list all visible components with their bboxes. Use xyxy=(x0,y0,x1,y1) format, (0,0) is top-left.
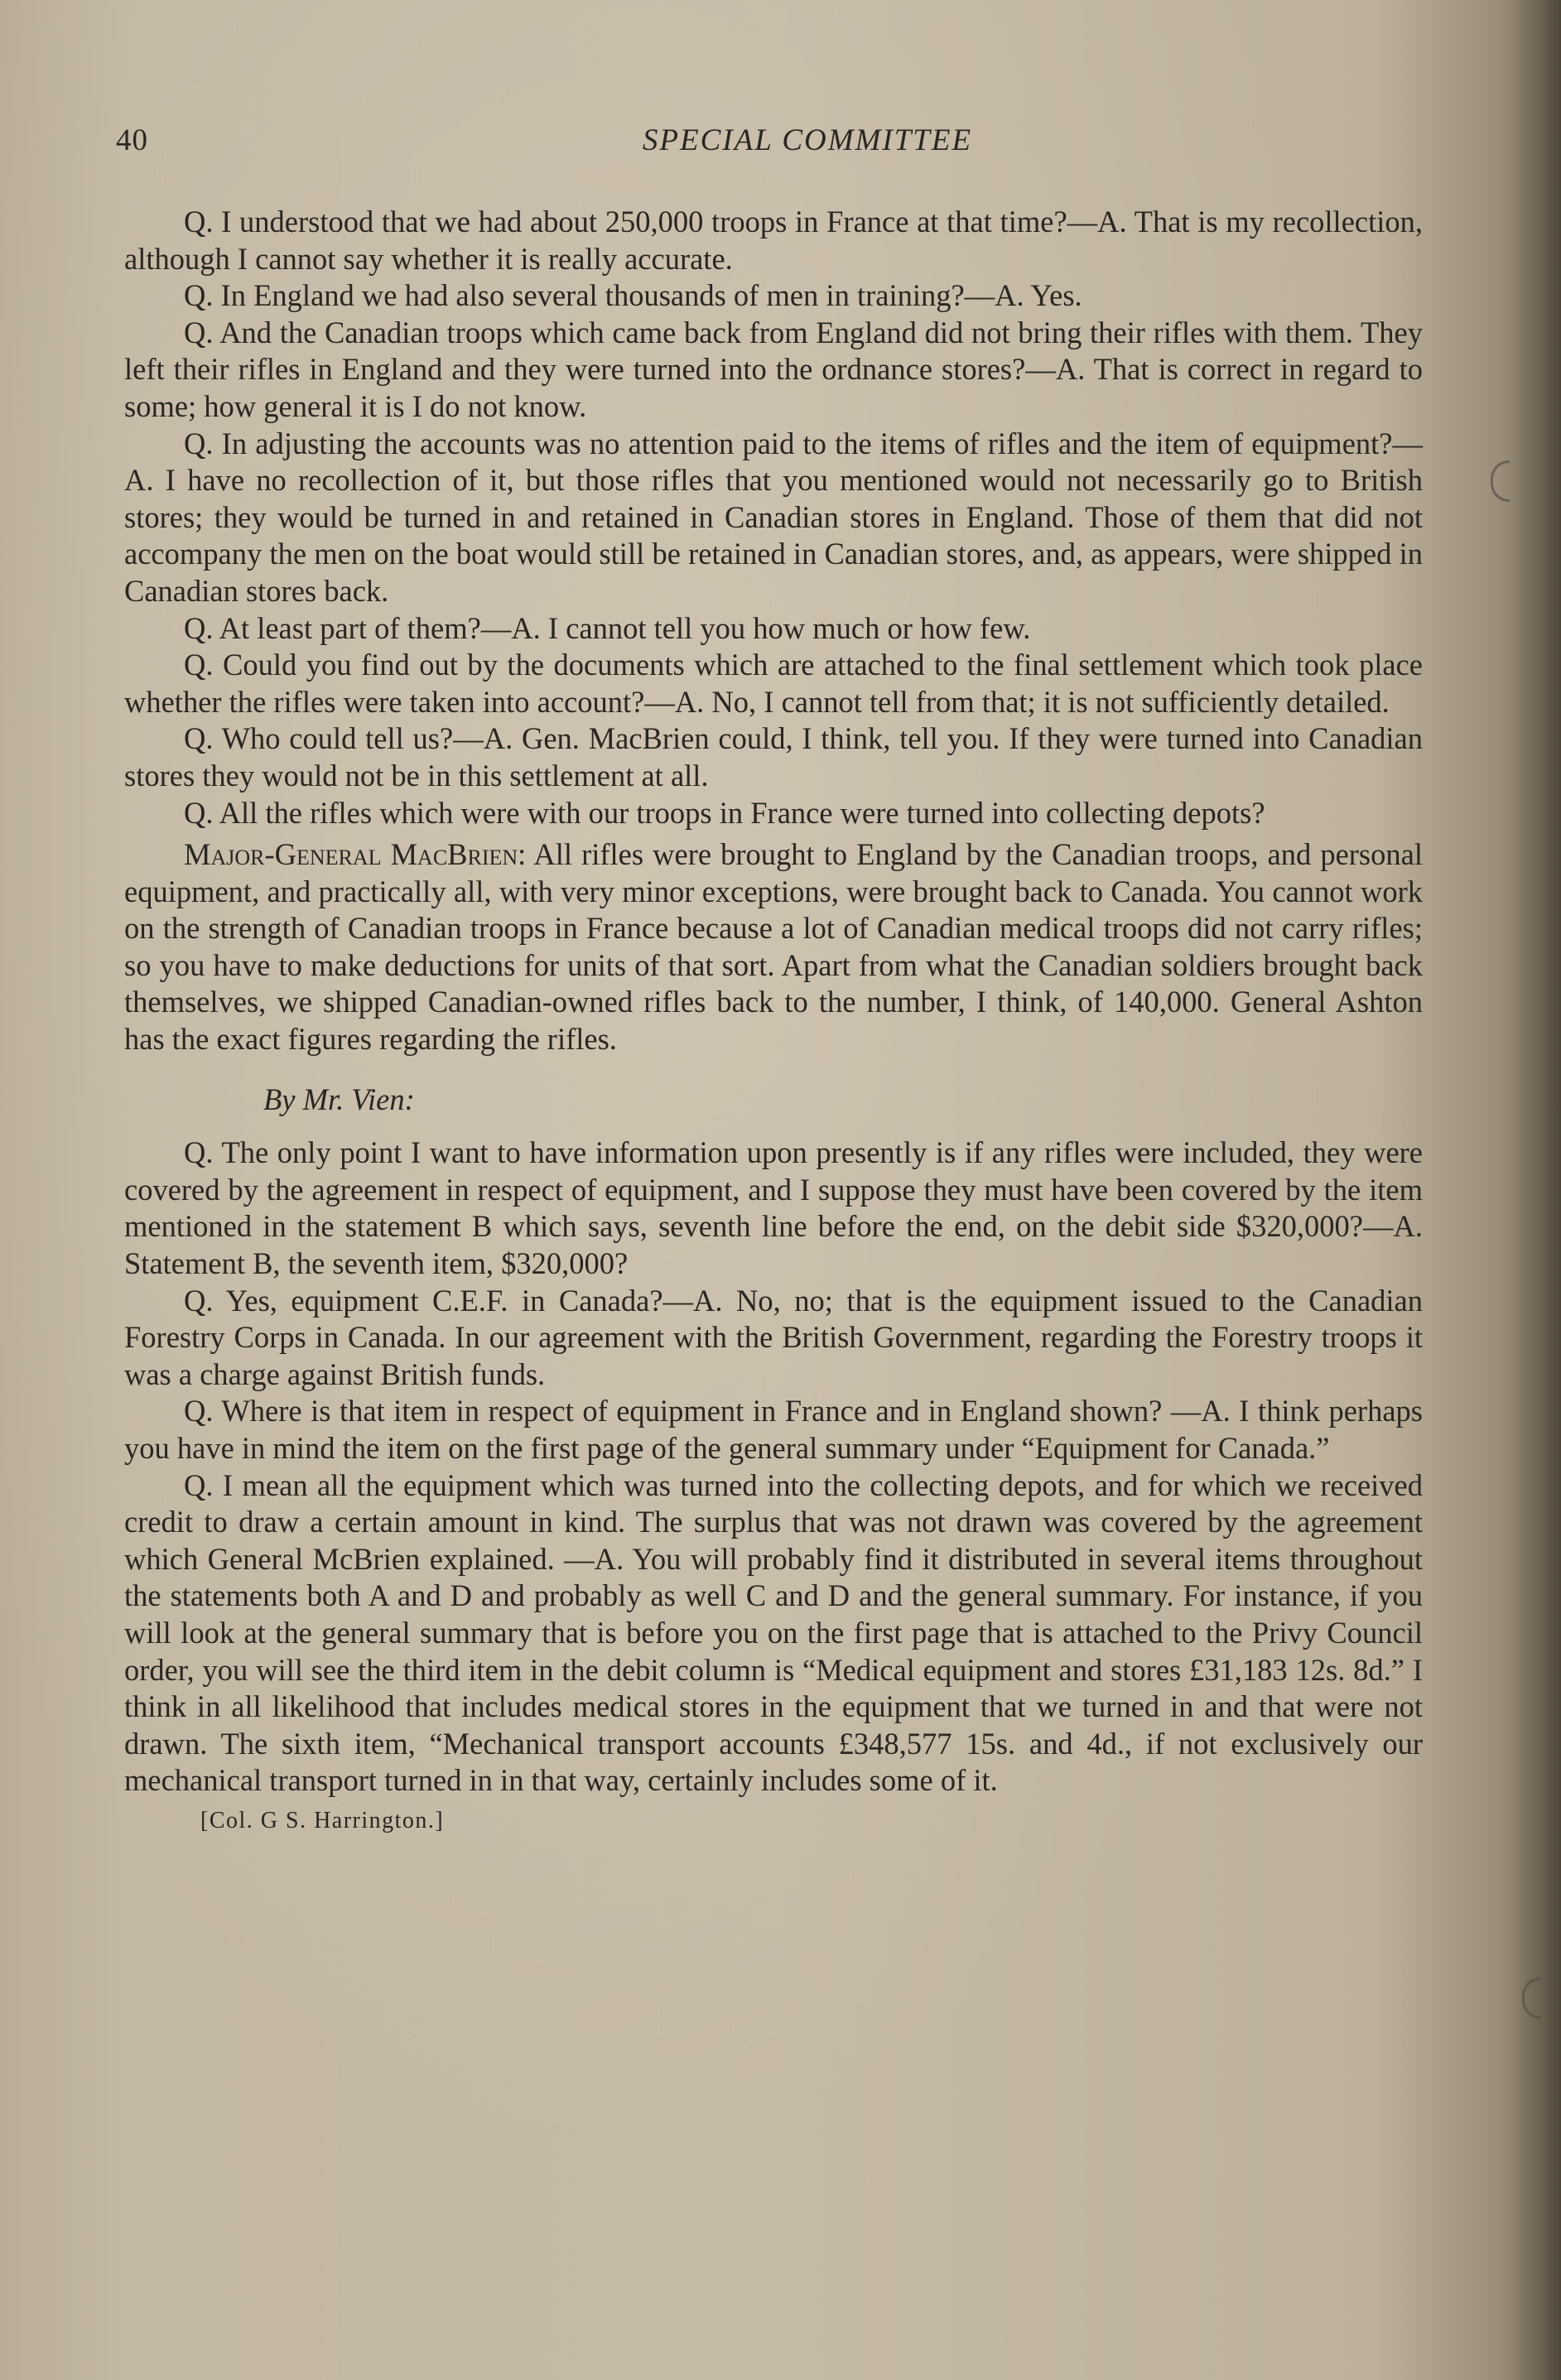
paragraph: Q. In adjusting the accounts was no attention paid to the items of rifles and the item of equipment?—A. I have no recollection of it, but those rifles that you mentioned would not necessarily go to British stores; they would be turned in and retained in Canadian stores in England. Those of them that did not accompany the men on the boat would still be retained in Canadian stores, and, as appears, were shipped in Canadian stores back. xyxy=(124,426,1423,608)
paragraph: Q. At least part of them?—A. I cannot tell you how much or how few. xyxy=(184,610,1031,645)
page-number: 40 xyxy=(116,123,148,157)
paragraph: Q. And the Canadian troops which came back from England did not bring their rifles with them. They left their rifles in England and they were turned into the ordnance stores?—A. That is correct in regard to some; how general it is I do not know. xyxy=(124,315,1423,423)
paragraph: Q. The only point I want to have information upon presently is if any rifles were included, they were covered by the agreement in respect of equipment, and I suppose they must have been covered by the item mentioned in the statement B which says, seventh line before the end, on the debit side $320,000?—A. Statement B, the seventh item, $320,000? xyxy=(124,1135,1423,1281)
paragraph: Q. In England we had also several thousands of men in training?—A. Yes. xyxy=(184,278,1082,313)
running-head: SPECIAL COMMITTEE xyxy=(642,123,973,157)
speaker-name: Major-General MacBrien: xyxy=(184,837,527,872)
examiner-byline: By Mr. Vien: xyxy=(263,1082,415,1116)
witness-attribution: [Col. G S. Harrington.] xyxy=(200,1807,445,1833)
paragraph: Q. Yes, equipment C.E.F. in Canada?—A. No, no; that is the equipment issued to the Canadian Forestry Corps in Canada. In our agreement with the British Government, regarding the Forestry troops it was a charge against British funds. xyxy=(124,1283,1423,1391)
paragraph: Q. All the rifles which were with our troops in France were turned into collecting depots? xyxy=(184,795,1265,830)
paragraph: Q. I understood that we had about 250,000 troops in France at that time?—A. That is my recollection, although I cannot say whether it is really accurate. xyxy=(124,205,1423,276)
page-header xyxy=(116,123,1433,172)
margin-bracket-mark xyxy=(1491,460,1510,502)
paragraph: Q. Could you find out by the documents which are attached to the final settlement which took place whether the rifles were taken into account?—A. No, I cannot tell from that; it is not sufficiently detailed. xyxy=(124,648,1423,719)
paragraph: Q. Who could tell us?—A. Gen. MacBrien could, I think, tell you. If they were turned into Canadian stores they would not be in this settlement at all. xyxy=(124,721,1423,793)
page-edge-shadow xyxy=(1511,0,1561,2380)
body-text xyxy=(124,204,1423,1836)
paragraph: Q. Where is that item in respect of equipment in France and in England shown? —A. I think perhaps you have in mind the item on the first page of the general summary under “Equipment for Canada.” xyxy=(124,1394,1423,1465)
speaker-paragraph xyxy=(124,836,1423,1058)
speaker-text: All rifles were brought to England by the Canadian troops, and personal equipment, and practically all, with very minor exceptions, were brought back to Canada. You cannot work on the strength of Canadian troops in France because a lot of Canadian medical troops did not carry rifles; so you have to make deductions for units of that sort. Apart from what the Canadian soldiers brought back themselves, we shipped Canadian-owned rifles back to the number, I think, of 140,000. General Ashton has the exact figures regarding the rifles. xyxy=(124,837,1423,1057)
paragraph: Q. I mean all the equipment which was turned into the collecting depots, and for which we received credit to draw a certain amount in kind. The surplus that was not drawn was covered by the agreement which General McBrien explained. —A. You will probably find it distributed in several items throughout the statements both A and D and probably as well C and D and the general summary. For instance, if you will look at the general summary that is before you on the first page that is attached to the Privy Council order, you will see the third item in the debit column is “Medical equipment and stores £31,183 12s. 8d.” I think in all likelihood that includes medical stores in the equipment that we turned in and that were not drawn. The sixth item, “Mechanical transport accounts £348,577 15s. and 4d., if not exclusively our mechanical transport turned in in that way, certainly includes some of it. xyxy=(124,1467,1423,1798)
